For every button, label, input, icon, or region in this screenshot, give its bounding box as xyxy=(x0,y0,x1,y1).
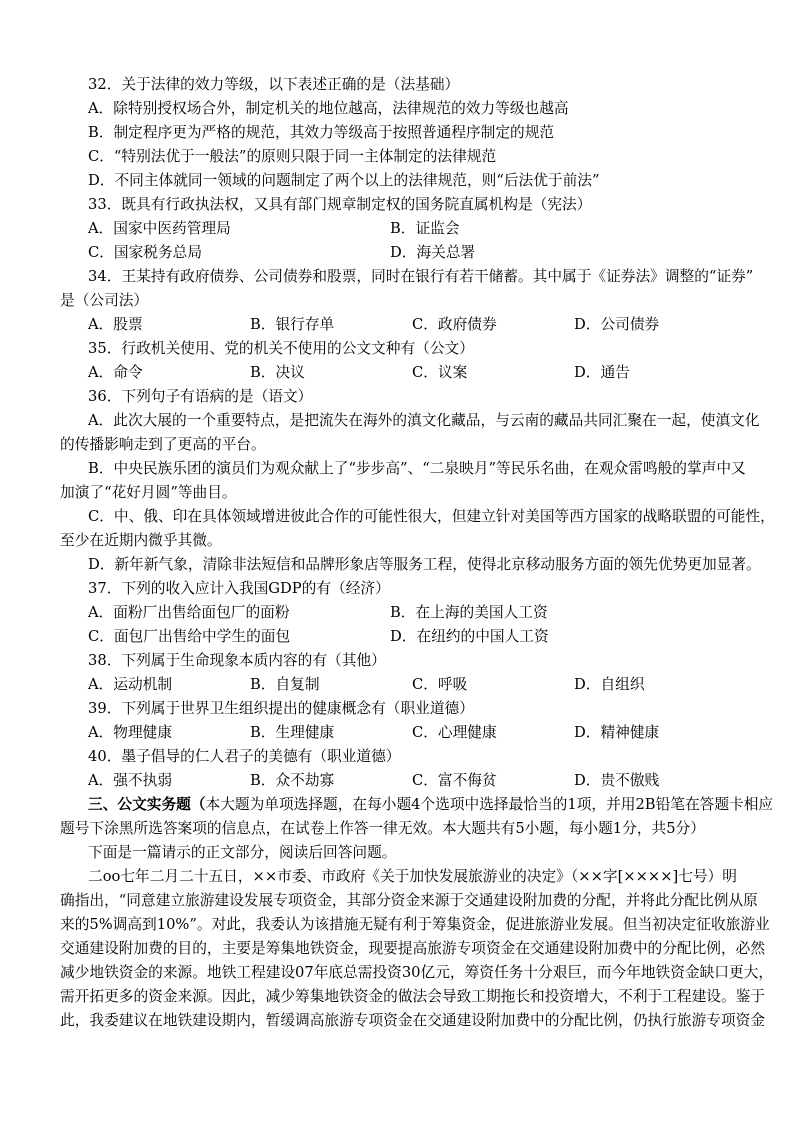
document-body xyxy=(60,73,775,1033)
passage-line: 减少地铁资金的来源。地铁工程建设07年底总需投资30亿元，筹资任务十分艰巨，而今年地铁资金缺口更大， xyxy=(60,964,774,981)
option-item: C．心理健康 xyxy=(412,724,497,741)
question-39-options-row xyxy=(60,721,736,745)
option-item: C．面包厂出售给中学生的面包 xyxy=(88,628,291,645)
section-3-heading xyxy=(60,793,774,817)
option-item: D．在纽约的中国人工资 xyxy=(390,628,549,645)
option-item: A．物理健康 xyxy=(88,724,173,741)
question-33-options-row-1 xyxy=(60,217,736,241)
option-item: B．众不劫寡 xyxy=(250,772,335,789)
question-36-option-b: B．中央民族乐团的演员们为观众献上了“步步高”、“二泉映月”等民乐名曲，在观众雷鸣般的掌声中又 xyxy=(88,460,746,477)
question-35-options-row xyxy=(60,361,736,385)
option-item: D．海关总署 xyxy=(390,244,476,261)
passage-line: 需开拓更多的资金来源。因此，减少筹集地铁资金的做法会导致工期拖长和投资增大，不利于工程建设。鉴于 xyxy=(60,988,766,1005)
option-item: A．强不执弱 xyxy=(88,772,173,789)
question-33-stem: 33．既具有行政执法权，又具有部门规章制定权的国务院直属机构是（宪法） xyxy=(88,196,592,213)
option-item: A．国家中医药管理局 xyxy=(88,220,231,237)
question-39-stem: 39．下列属于世界卫生组织提出的健康概念有（职业道德） xyxy=(88,700,474,717)
question-37-options-row-1 xyxy=(60,601,736,625)
option-item: C．议案 xyxy=(412,364,468,381)
question-38-options-row xyxy=(60,673,736,697)
passage-line: 二oo七年二月二十五日，××市委、市政府《关于加快发展旅游业的决定》（××字[××××]七号）明 xyxy=(88,868,737,885)
option-item: B．证监会 xyxy=(390,220,460,237)
question-36-option-c-continued: 至少在近期内微乎其微。 xyxy=(60,532,222,549)
question-32-option-c: C．“特别法优于一般法”的原则只限于同一主体制定的法律规范 xyxy=(88,148,497,165)
question-34-stem-continued: 是（公司法） xyxy=(60,292,149,309)
option-item: B．在上海的美国人工资 xyxy=(390,604,548,621)
passage-line: 确指出，“同意建立旅游建设发展专项资金，其部分资金来源于交通建设附加费的分配，并将此分配比例从原 xyxy=(60,892,758,909)
question-35-stem: 35．行政机关使用、党的机关不使用的公文文种有（公文） xyxy=(88,340,474,357)
question-33-options-row-2 xyxy=(60,241,736,265)
question-34-stem: 34．王某持有政府债券、公司债券和股票，同时在银行有若干储蓄。其中属于《证券法》调整的“证券” xyxy=(88,268,754,285)
question-32-option-b: B．制定程序更为严格的规范，其效力等级高于按照普通程序制定的规范 xyxy=(88,124,555,141)
question-32-option-d: D．不同主体就同一领域的问题制定了两个以上的法律规范，则“后法优于前法” xyxy=(88,172,600,189)
question-37-stem: 37．下列的收入应计入我国GDP的有（经济） xyxy=(88,580,390,597)
question-36-option-b-continued: 加演了“花好月圆”等曲目。 xyxy=(60,484,237,501)
question-34-options-row xyxy=(60,313,736,337)
question-37-options-row-2 xyxy=(60,625,736,649)
option-item: C．政府债券 xyxy=(412,316,497,333)
option-item: C．富不侮贫 xyxy=(412,772,497,789)
question-36-option-a-continued: 的传播影响走到了更高的平台。 xyxy=(60,436,266,453)
question-36-option-c: C．中、俄、印在具体领域增进彼此合作的可能性很大，但建立针对美国等西方国家的战略联盟的可能性， xyxy=(88,508,775,525)
option-item: A．面粉厂出售给面包厂的面粉 xyxy=(88,604,290,621)
option-item: B．生理健康 xyxy=(250,724,335,741)
question-32-stem: 32．关于法律的效力等级，以下表述正确的是（法基础） xyxy=(88,76,460,93)
option-item: A．股票 xyxy=(88,316,143,333)
option-item: D．贵不傲贱 xyxy=(574,772,660,789)
passage-line: 交通建设附加费的目的，主要是筹集地铁资金，现要提高旅游专项资金在交通建设附加费中的分配比例，必然 xyxy=(60,940,766,957)
option-item: B．决议 xyxy=(250,364,305,381)
section-3-heading-title: 三、公文实务题（ xyxy=(88,796,206,813)
option-item: D．精神健康 xyxy=(574,724,660,741)
passage-line: 来的5%调高到10%”。对此，我委认为该措施无疑有利于筹集资金，促进旅游业发展。但当初决定征收旅游业 xyxy=(60,916,770,933)
question-36-option-a: A．此次大展的一个重要特点，是把流失在海外的滇文化藏品，与云南的藏品共同汇聚在一起，使滇文化 xyxy=(88,412,760,429)
question-40-stem: 40．墨子倡导的仁人君子的美德有（职业道德） xyxy=(88,748,401,765)
section-3-instructions-continued: 题号下涂黑所选答案项的信息点，在试卷上作答一律无效。本大题共有5小题，每小题1分，共5分） xyxy=(60,820,705,837)
question-32-option-a: A．除特别授权场合外，制定机关的地位越高，法律规范的效力等级也越高 xyxy=(88,100,569,117)
option-item: C．国家税务总局 xyxy=(88,244,203,261)
option-item: B．银行存单 xyxy=(250,316,335,333)
option-item: C．呼吸 xyxy=(412,676,468,693)
option-item: D．通告 xyxy=(574,364,630,381)
section-3-prompt: 下面是一篇请示的正文部分，阅读后回答问题。 xyxy=(88,844,397,861)
option-item: B．自复制 xyxy=(250,676,320,693)
option-item: D．公司债券 xyxy=(574,316,660,333)
option-item: D．自组织 xyxy=(574,676,645,693)
passage-line: 此，我委建议在地铁建设期内，暂缓调高旅游专项资金在交通建设附加费中的分配比例，仍执行旅游专项资金 xyxy=(60,1012,766,1029)
question-40-options-row xyxy=(60,769,736,793)
option-item: A．命令 xyxy=(88,364,143,381)
question-36-option-d: D．新年新气象，清除非法短信和品牌形象店等服务工程，使得北京移动服务方面的领先优势更加显著。 xyxy=(88,556,761,573)
question-38-stem: 38．下列属于生命现象本质内容的有（其他） xyxy=(88,652,386,669)
option-item: A．运动机制 xyxy=(88,676,173,693)
section-3-heading-instructions: 本大题为单项选择题，在每小题4个选项中选择最恰当的1项，并用2B铅笔在答题卡相应 xyxy=(205,796,774,813)
question-36-stem: 36．下列句子有语病的是（语文） xyxy=(88,388,313,405)
